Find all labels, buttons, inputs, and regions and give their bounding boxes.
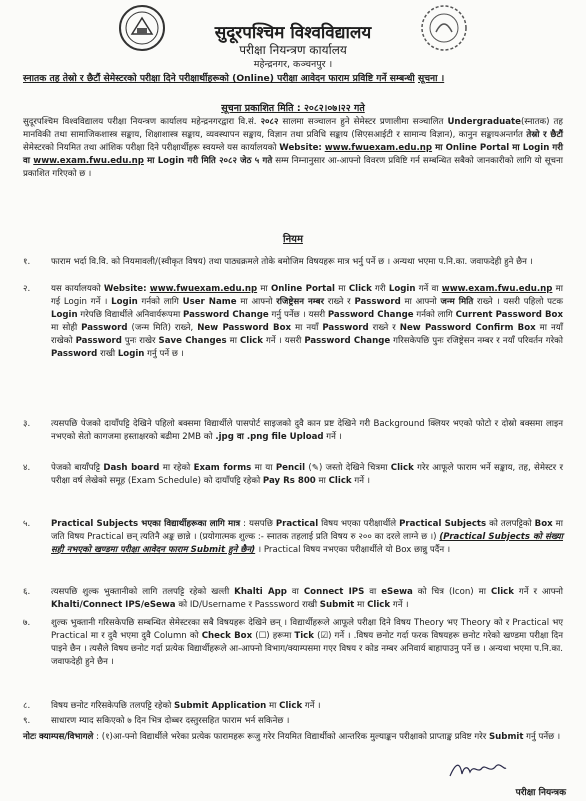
website-link-2[interactable]: www.exam.fwu.edu.np: [33, 155, 144, 166]
rule-item: [23, 418, 563, 444]
rule-number: ३.: [23, 419, 31, 429]
rule-text: यस कार्यालयको Website: www.fwuexam.edu.np मा Online Portal मा Click गरी Login गर्ने वा www.exam.fwu.edu.np मा गई Login गर्ने । Login गर्नको लागि User Name मा आफ्नो रजिष्ट्रेसन नम्बर राख्ने र Password मा आफ्नो जन्म मिति राख्ने । यसरी पहिलो पटक Login गरेपछि विद्यार्थीले अनिवार्यरूपमा Password Change गर्नु पर्नेछ । यसरी Password Change गर्नको लागि Current Password Box मा सोही Password (जन्म मिति) राख्ने, New Password Box मा नयाँ Password राख्ने र New Password Confirm Box मा नयाँ राखेको Password पुनः राखेर Save Changes मा Click गर्ने । यसरी Password Change गरिसकेपछि पुनः रजिष्ट्रेसन नम्बर र नयाँ परिवर्तन गरेको Password राखी Login गर्नु पर्ने छ ।: [51, 284, 563, 359]
body-text: मा Online Portal मा Login गरी वा: [23, 142, 563, 166]
body-website-label: Website:: [279, 142, 322, 153]
subject-suffix: सूचना ।: [417, 73, 445, 84]
rule-text: साधारण म्याद सकिएको ७ दिन भित्र दोब्बर दस्तुरसहित फाराम भर्न सकिनेछ ।: [51, 716, 290, 726]
rule-item: [23, 617, 563, 669]
rule-text: त्यसपछि शुल्क भुक्तानीको लागि तलपट्टि रहेको खल्ती Khalti App वा Connect IPS वा eSewa को चित्र (Icon) मा Click गर्ने र आफ्नो Khalti/Connect IPS/eSewa को ID/Username र Passsword राखी Submit मा Click गर्ने ।: [51, 587, 564, 610]
body-year: २०८२: [260, 117, 279, 127]
website-link-1[interactable]: www.fwuexam.edu.np: [324, 142, 433, 153]
rule-number: ४.: [23, 463, 31, 473]
rule-text: पेजको बायाँपट्टि Dash board मा रहेको Exam forms मा या Pencil (✎) जस्तो देखिने चित्रमा Click गरेर आफूले फाराम भर्ने सङ्काय, तह, सेमेस्टर र परीक्षा वर्ष लेखेको समूह (Exam Schedule) को दायाँपट्टि रहेको Pay Rs 800 मा Click गर्ने ।: [51, 463, 563, 486]
pencil-icon: ✎: [311, 463, 319, 473]
note-submit: Submit: [488, 732, 524, 742]
body-text: सम्म निम्नानुसार आ-आफ्नो विवरण प्रविष्टि गर्न सम्बन्धित सबैको जानकारीको लागि यो सूचना प्रकाशित गरिएको छ ।: [23, 155, 563, 179]
rule-text: शुल्क भुक्तानी गरिसकेपछि सम्बन्धित सेमेस्टरका सबै विषयहरू देखिने छन् । विद्यार्थीहरूले आफूले परीक्षा दिने विषय Theory भए Theory को र Practical भए Practical मा र दुवै भएमा दुवै Column को Check Box (☐) हरूमा Tick (☑) गर्ने । .विषय छनोट गर्दा फरक विषयहरू छनोट गरेको खण्डमा परीक्षा दिन पाइने छैन । त्यसैले विषय छनोट गर्दा प्रत्येक विद्यार्थीहरूले आ-आफ्नो विभाग/क्याम्पसमा गएर विषय र कोड नम्बर अनिवार्य बाहापाउनु पर्ने छ । अन्यथा भएमा प.नि.का. जवाफदेही हुने छैन ।: [51, 618, 563, 667]
signature: [448, 760, 508, 780]
rule-number: ८.: [23, 701, 31, 711]
rule-text: विषय छनोट गरिसकेपछि तलपट्टि रहेको Submit Application मा Click गर्ने ।: [51, 701, 321, 711]
website-link-2[interactable]: www.exam.fwu.edu.np: [441, 284, 553, 294]
signature-label: परीक्षा नियन्त्रक: [515, 788, 566, 798]
rule-item: [23, 715, 563, 728]
rule-number: ६.: [23, 587, 31, 597]
rule-number: ७.: [23, 618, 31, 628]
notice-date: सूचना प्रकाशित मिति : २०८२।०७।२२ गते: [221, 103, 365, 114]
body-text: सेमेस्टरको नियमित तथा आंशिक परीक्षा दिने परीक्षार्थीहरू स्वयम्ले यस कार्यालयको: [23, 142, 280, 153]
body-text: मा Login गरी: [143, 155, 202, 166]
rule-number: १.: [23, 257, 31, 267]
website-link-1[interactable]: www.fwuexam.edu.np: [149, 284, 258, 294]
rule-item: [23, 462, 563, 488]
note-label: नोटः क्याम्पस/विभागले: [23, 732, 94, 742]
rule-item: [23, 586, 563, 612]
rule-text: Practical Subjects भएका विद्यार्थीहरूका लागि मात्र : यसपछि Practical विषय भएका परीक्षार्थीले Practical Subjects को तलपट्टिको Box मा जति विषय Practical छन् त्यतिनै अङ्क छान्ने । (प्रयोगात्मक शुल्क :- स्नातक तहलाई प्रति विषय रु २०० का दरले लाग्ने छ ।) (Practical Subjects को संख्या सही नभएको खण्डमा परीक्षा आवेदन फाराम Submit हुने छैन) । Practical विषय नभएका परीक्षार्थीले यो Box छान्नु पर्दैन ।: [51, 519, 564, 555]
office-address: महेन्द्रनगर, कञ्चनपुर ।: [253, 59, 333, 70]
notice-subject: [23, 72, 563, 85]
rule-text: फाराम भर्दा वि.वि. को नियमावली/(स्वीकृत विषय) तथा पाठ्यक्रमले तोके बमोजिम विषयहरू मात्र भर्नु पर्ने छ । अन्यथा भएमा प.नि.का. जवाफदेही हुने छैन ।: [51, 257, 533, 267]
body-text: (स्नातक) तह मानविकी तथा सामाजिकशास्त्र सङ्काय, शिक्षाशास्त्र सङ्काय, व्यवस्थापन सङ्काय, विज्ञान तथा प्रविधि सङ्काय (सिएसआईटी र सामान्य विज्ञान), कानुन सङ्कायअन्तर्गत: [23, 117, 563, 140]
note: [23, 731, 563, 744]
university-name: सुदूरपश्चिम विश्वविद्यालय: [214, 23, 372, 43]
note-text: गर्नु पर्नेछ ।: [523, 732, 561, 742]
body-semester: तेस्रो र छैटौं: [526, 129, 563, 140]
subject-text: स्नातक तह तेस्रो र छैटौं सेमेस्टरको परीक्षा दिने परीक्षार्थीहरूको (Online) परीक्षा आवेदन फाराम प्रविष्टि गर्ने सम्बन्धी: [23, 73, 415, 84]
notice-body: [23, 116, 563, 181]
body-deadline: मिति २०८२ जेठ ५ गते: [201, 155, 273, 166]
rule-number: ९.: [23, 716, 31, 726]
rule-item: [23, 256, 563, 269]
rule-number: ५.: [23, 519, 31, 529]
rule-item: [23, 700, 563, 713]
body-undergraduate: Undergraduate: [447, 117, 521, 127]
rules-title: नियम: [283, 234, 303, 245]
body-text: सुदूरपश्चिम विश्वविद्यालय परीक्षा नियन्त्रण कार्यालय महेन्द्रनगरद्वारा वि.सं.: [23, 117, 261, 127]
rule-item: [23, 518, 563, 557]
rule-number: २.: [23, 284, 31, 294]
rule-item: [23, 283, 563, 360]
office-name: परीक्षा नियन्त्रण कार्यालय: [239, 43, 347, 57]
rule-text: त्यसपछि पेजको दायाँपट्टि देखिने पहिलो बक्समा विद्यार्थीले पासपोर्ट साइजको दुवै कान प्रष्ट देखिने गरी Background क्लियर भएको फोटो र दोस्रो बक्समा लाइन नभएको सेतो कागजमा हस्ताक्षरको बढीमा 2MB को .jpg वा .png file Upload गर्ने ।: [51, 419, 563, 442]
body-text: सालमा सञ्चालन हुने सेमेस्टर प्रणालीमा सञ्चालित: [278, 117, 448, 127]
note-text: : (१)आ-फ्नो विद्यार्थीले भरेका प्रत्येक फारामहरू रूजु गरेर नियमित विद्यार्थीको आन्तरिक मुल्याङ्कन परीक्षाको प्राप्ताङ्क प्रविष्ट गरेर: [93, 732, 489, 742]
